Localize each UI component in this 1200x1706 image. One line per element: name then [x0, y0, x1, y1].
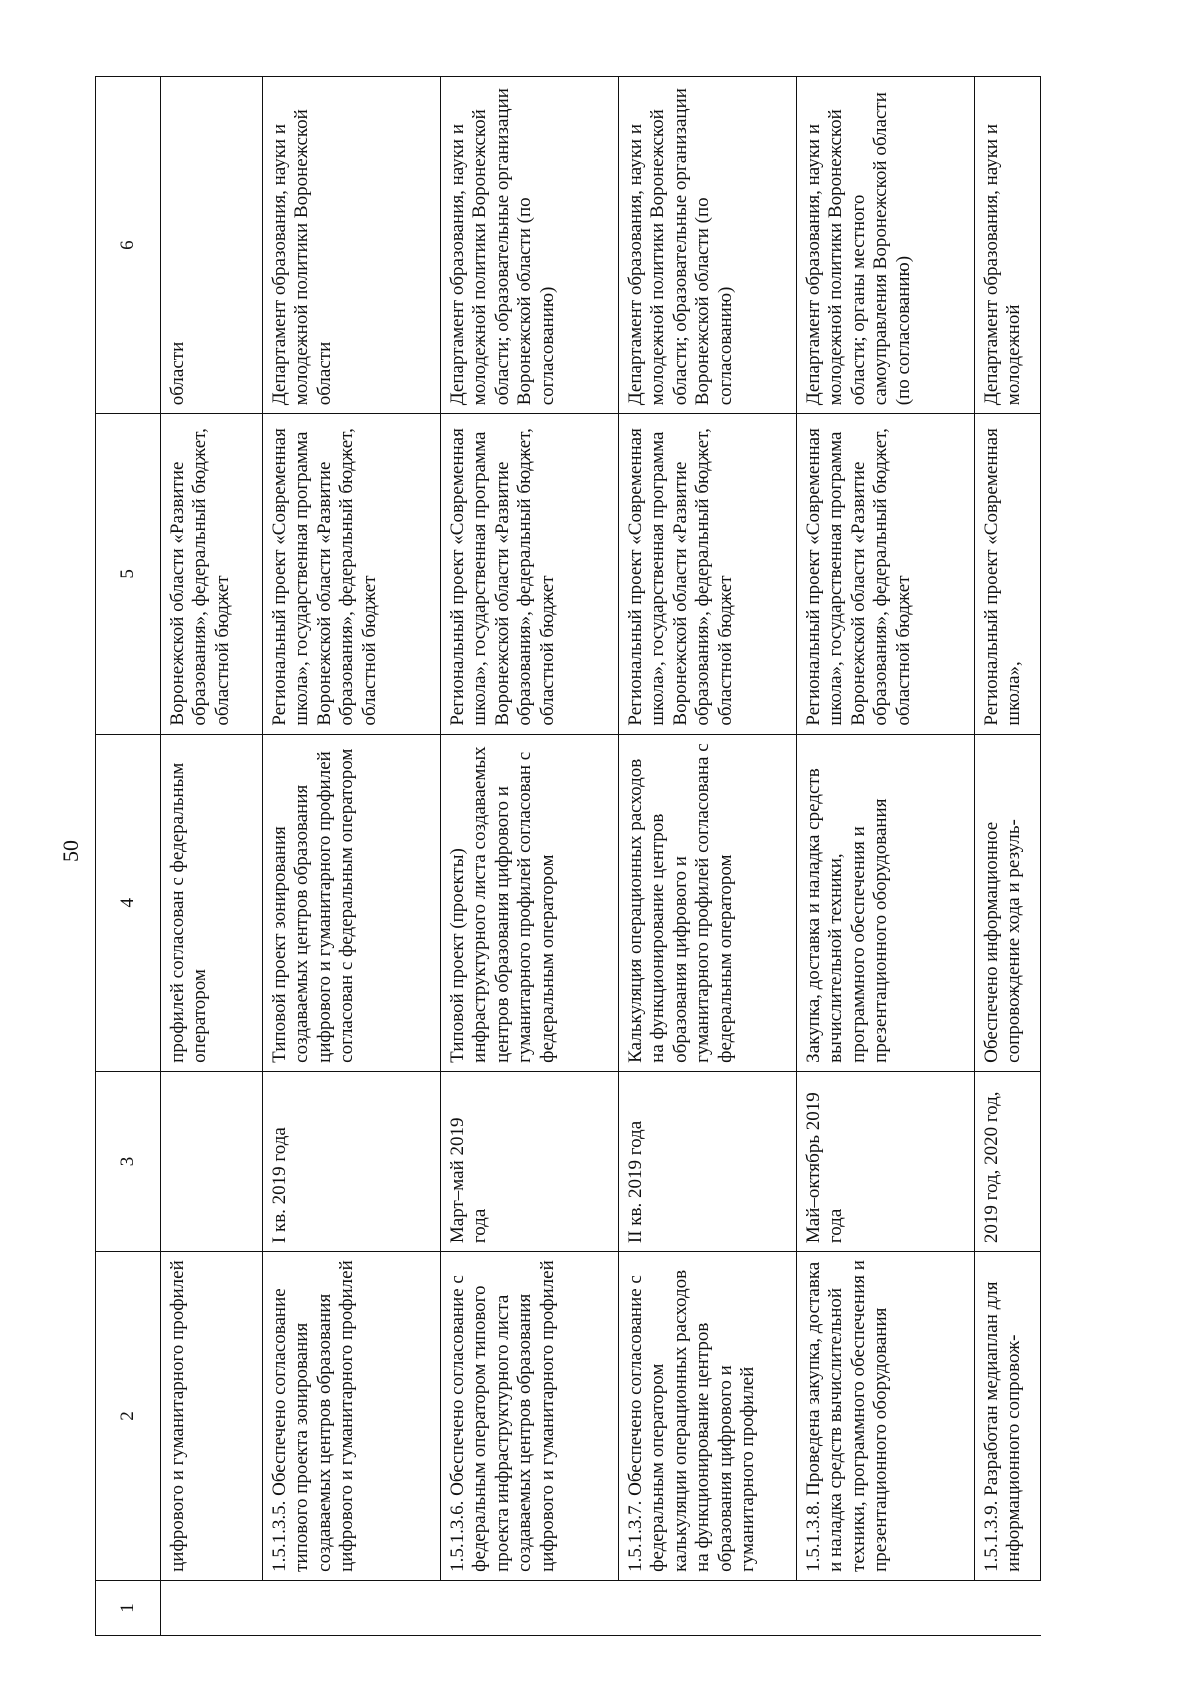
row-number-cell: [161, 1580, 263, 1635]
row-deadline-cell: Май–октябрь 2019 года: [797, 1071, 975, 1251]
row-result-cell: профилей согласован с федеральным оператором: [161, 734, 263, 1071]
row-result-cell: Калькуляция операционных расходов на функционирование центров образования цифрового и гуманитарного профилей согласована с федеральным оператором: [619, 734, 797, 1071]
row-event-cell: 1.5.1.3.6. Обеспечено согласование с федеральным оператором типового проекта инфраструктурного листа создаваемых центров образования цифрового и гуманитарного профилей: [441, 1252, 619, 1581]
rotated-page-content: [95, 76, 1125, 1636]
row-source-cell: Воронежской области «Развитие образования», федеральный бюджет, областной бюджет: [161, 414, 263, 734]
table-row: [263, 77, 441, 1636]
row-event-cell: 1.5.1.3.8. Проведена закупка, доставка и наладка средств вычислительной техники, программного обеспечения и презентационного оборудования: [797, 1252, 975, 1581]
activities-table: [95, 76, 1041, 1636]
page-number: 50: [58, 840, 83, 862]
row-source-cell: Региональный проект «Современная школа», государственная программа Воронежской области «Развитие образования», федеральный бюджет, областной бюджет: [797, 414, 975, 734]
row-result-cell: Закупка, доставка и наладка средств вычислительной техники, программного обеспечения и презентационного оборудования: [797, 734, 975, 1071]
row-source-cell: Региональный проект «Современная школа», государственная программа Воронежской области «Развитие образования», федеральный бюджет, областной бюджет: [441, 414, 619, 734]
row-result-cell: Обеспечено информационное сопровождение хода и резуль-: [975, 734, 1041, 1071]
header-col-5: 5: [96, 414, 161, 734]
row-number-cell: [441, 1580, 619, 1635]
table-row: [441, 77, 619, 1636]
row-source-cell: Региональный проект «Современная школа»,: [975, 414, 1041, 734]
row-responsible-cell: Департамент образования, науки и молодежной политики Воронежской области: [263, 77, 441, 414]
header-col-1: 1: [96, 1580, 161, 1635]
row-result-cell: Типовой проект (проекты) инфраструктурного листа создаваемых центров образования цифрового и гуманитарного профилей согласован с федеральным оператором: [441, 734, 619, 1071]
row-number-cell: [975, 1580, 1041, 1635]
row-number-cell: [797, 1580, 975, 1635]
row-number-cell: [619, 1580, 797, 1635]
row-responsible-cell: Департамент образования, науки и молодежной политики Воронежской области; образовательные организации Воронежской области (по согласованию): [619, 77, 797, 414]
table-header: [96, 77, 161, 1636]
row-responsible-cell: Департамент образования, науки и молодежной политики Воронежской области; органы местного самоуправления Воронежской области (по согласованию): [797, 77, 975, 414]
row-event-cell: 1.5.1.3.9. Разработан медиаплан для информационного сопровож-: [975, 1252, 1041, 1581]
row-deadline-cell: II кв. 2019 года: [619, 1071, 797, 1251]
table-row: [161, 77, 263, 1636]
row-deadline-cell: 2019 год, 2020 год,: [975, 1071, 1041, 1251]
row-responsible-cell: Департамент образования, науки и молодежной: [975, 77, 1041, 414]
row-source-cell: Региональный проект «Современная школа», государственная программа Воронежской области «Развитие образования», федеральный бюджет, областной бюджет: [263, 414, 441, 734]
row-result-cell: Типовой проект зонирования создаваемых центров образования цифрового и гуманитарного профилей согласован с федеральным оператором: [263, 734, 441, 1071]
row-event-cell: 1.5.1.3.7. Обеспечено согласование с федеральным оператором калькуляции операционных расходов на функционирование центров образования цифрового и гуманитарного профилей: [619, 1252, 797, 1581]
header-col-6: 6: [96, 77, 161, 414]
row-source-cell: Региональный проект «Современная школа», государственная программа Воронежской области «Развитие образования», федеральный бюджет, областной бюджет: [619, 414, 797, 734]
row-deadline-cell: Март–май 2019 года: [441, 1071, 619, 1251]
row-responsible-cell: области: [161, 77, 263, 414]
table-row: [797, 77, 975, 1636]
table-row: [975, 77, 1041, 1636]
row-deadline-cell: I кв. 2019 года: [263, 1071, 441, 1251]
table-row: [619, 77, 797, 1636]
row-number-cell: [263, 1580, 441, 1635]
row-responsible-cell: Департамент образования, науки и молодежной политики Воронежской области; образовательные организации Воронежской области (по согласованию): [441, 77, 619, 414]
header-col-4: 4: [96, 734, 161, 1071]
row-event-cell: цифрового и гуманитарного профилей: [161, 1252, 263, 1581]
header-col-3: 3: [96, 1071, 161, 1251]
row-deadline-cell: [161, 1071, 263, 1251]
header-col-2: 2: [96, 1252, 161, 1581]
row-event-cell: 1.5.1.3.5. Обеспечено согласование типового проекта зонирования создаваемых центров образования цифрового и гуманитарного профилей: [263, 1252, 441, 1581]
